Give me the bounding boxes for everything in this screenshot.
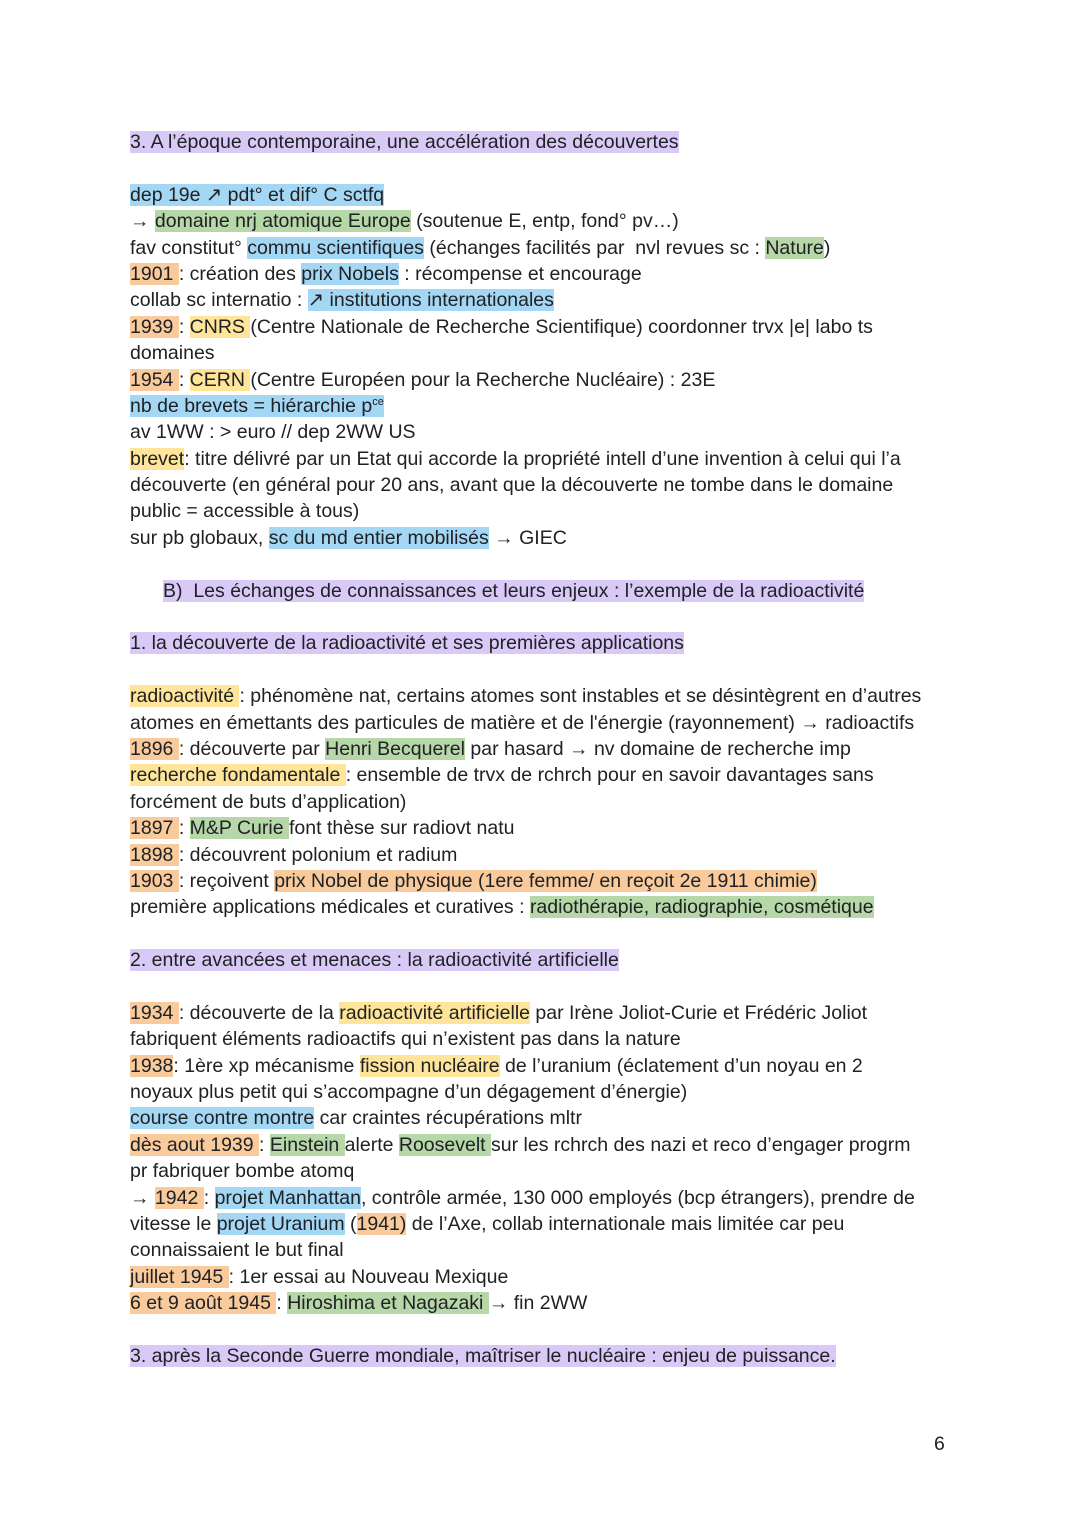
highlight-orange: prix Nobel de physique (1ere femme/ en reçoit 2e 1911 chimie) — [274, 869, 817, 892]
text: font thèse sur radiovt natu — [289, 817, 515, 840]
note-line — [130, 1290, 950, 1316]
highlight-green: radiothérapie, radiographie, cosmétique — [529, 896, 874, 919]
text: : 1ère xp mécanisme — [173, 1054, 360, 1077]
text: collab sc internatio : — [130, 289, 308, 312]
text: découverte (en général pour 20 ans, avant que la découverte ne tombe dans le domaine — [130, 474, 894, 497]
text: : découverte par — [178, 737, 326, 760]
date-highlight: 1934 — [130, 1001, 179, 1024]
note-line — [130, 683, 950, 709]
note-line — [130, 472, 950, 498]
text: : récompense et encourage — [398, 262, 642, 285]
text: av 1WW : > euro // dep 2WW US — [130, 421, 416, 444]
highlight-yellow: CERN — [189, 368, 251, 391]
text: : phénomène nat, certains atomes sont instables et se désintègrent en d’autres — [239, 685, 922, 708]
heading-text: 3. A l’époque contemporaine, une accélération des découvertes — [130, 131, 679, 153]
text: : — [178, 817, 190, 840]
note-line — [130, 842, 950, 868]
highlight-green: M&P Curie — [189, 817, 289, 840]
section-heading-3-postwar — [130, 1343, 950, 1369]
date-highlight: 1896 — [130, 737, 179, 760]
highlight-blue: prix Nobels — [301, 262, 399, 285]
text: : découverte de la — [178, 1001, 340, 1024]
highlight-green: Einstein — [269, 1133, 345, 1156]
date-highlight: 1898 — [130, 843, 179, 866]
highlight-blue: dep 19e ↗ pdt° et dif° C sctfq — [130, 183, 385, 206]
text: : — [178, 368, 190, 391]
date-highlight: 1897 — [130, 817, 179, 840]
text: de l’uranium (éclatement d’un noyau en 2 — [499, 1054, 863, 1077]
note-line — [130, 868, 950, 894]
highlight-yellow: brevet — [130, 447, 185, 470]
text: ( — [344, 1213, 357, 1236]
highlight-blue — [130, 395, 384, 417]
text: alerte — [344, 1133, 399, 1156]
highlight-green: Roosevelt — [398, 1133, 492, 1156]
note-line — [130, 182, 950, 208]
section-heading-b-radioactivity — [130, 578, 950, 604]
note-line — [130, 446, 950, 472]
note-line — [130, 367, 950, 393]
highlight-blue: ↗ institutions internationales — [307, 289, 554, 312]
text: connaissaient le but final — [130, 1239, 344, 1262]
note-line — [130, 525, 950, 551]
text: noyaux plus petit qui s’accompagne d’un dégagement d’énergie) — [130, 1081, 688, 1104]
text: (Centre Nationale de Recherche Scientifique) coordonner trvx |e| labo ts — [250, 315, 873, 338]
note-line — [130, 1053, 950, 1079]
date-highlight: 6 et 9 août 1945 — [130, 1292, 277, 1315]
text: nb de brevets = hiérarchie p — [130, 394, 373, 417]
date-highlight: 1903 — [130, 869, 179, 892]
note-line — [130, 894, 950, 920]
heading-text: 3. après la Seconde Guerre mondiale, maîtriser le nucléaire : enjeu de puissance. — [130, 1344, 836, 1367]
text: domaines — [130, 342, 215, 365]
highlight-yellow: CNRS — [189, 315, 251, 338]
date-highlight: 1954 — [130, 368, 179, 391]
note-line — [130, 340, 950, 366]
text: sur les rchrch des nazi et reco d’engager progrm — [491, 1133, 911, 1156]
highlight-blue: course contre montre — [130, 1107, 315, 1130]
section-heading-2-artificial — [130, 947, 950, 973]
note-line — [130, 1000, 950, 1026]
text: forcément de buts d’application) — [130, 790, 407, 813]
page-number: 6 — [934, 1433, 945, 1455]
note-line — [130, 1079, 950, 1105]
text: pr fabriquer bombe atomq — [130, 1160, 355, 1183]
date-highlight: 1938 — [130, 1054, 174, 1077]
text: ) — [823, 236, 831, 259]
note-line — [130, 1211, 950, 1237]
note-line — [130, 789, 950, 815]
note-line — [130, 1237, 950, 1263]
note-line — [130, 1185, 950, 1211]
note-line — [130, 1026, 950, 1052]
highlight-green: Nature — [765, 236, 824, 259]
date-highlight: 1941) — [356, 1213, 407, 1236]
text: par Irène Joliot-Curie et Frédéric Joliot — [530, 1001, 868, 1024]
superscript: ce — [372, 395, 384, 408]
date-highlight: 1939 — [130, 315, 179, 338]
heading-text: 1. la découverte de la radioactivité et ses premières applications — [130, 632, 684, 655]
heading-text: 2. entre avancées et menaces : la radioactivité artificielle — [130, 949, 619, 972]
note-line — [130, 235, 950, 261]
text: : découvrent polonium et radium — [178, 843, 458, 866]
notes-body — [130, 129, 950, 1369]
text: → — [130, 1186, 155, 1209]
text: (Centre Européen pour la Recherche Nucléaire) : 23E — [250, 368, 716, 391]
text: atomes en émettants des particules de matière et de l'énergie (rayonnement) → radioactifs — [130, 711, 915, 734]
text: → fin 2WW — [488, 1292, 588, 1315]
text: car craintes récupérations mltr — [314, 1107, 582, 1130]
section-heading-1-discovery — [130, 630, 950, 656]
text: (échanges facilités par nvl revues sc : — [423, 236, 766, 259]
text: de l’Axe, collab internationale mais limitée car peu — [406, 1213, 845, 1236]
note-line — [130, 815, 950, 841]
text: : ensemble de trvx de rchrch pour en savoir davantages sans — [345, 764, 874, 787]
text: (soutenue E, entp, fond° pv…) — [410, 210, 679, 233]
note-line — [130, 393, 950, 419]
text: → — [130, 210, 155, 233]
text: : — [259, 1133, 270, 1156]
date-highlight: 1942 — [154, 1186, 204, 1209]
text: première applications médicales et curatives : — [130, 896, 530, 919]
date-highlight: 1901 — [130, 262, 179, 285]
note-line — [130, 498, 950, 524]
text: par hasard → nv domaine de recherche imp — [464, 737, 851, 760]
text: → GIEC — [488, 526, 567, 549]
text: : création des — [178, 262, 302, 285]
note-line — [130, 736, 950, 762]
text: : 1er essai au Nouveau Mexique — [228, 1265, 509, 1288]
text: public = accessible à tous) — [130, 500, 360, 523]
heading-text: B) Les échanges de connaissances et leurs enjeux : l’exemple de la radioactivité — [163, 579, 865, 602]
highlight-blue: projet Uranium — [216, 1213, 345, 1236]
note-line — [130, 314, 950, 340]
note-line — [130, 1158, 950, 1184]
highlight-green: Henri Becquerel — [325, 737, 465, 760]
note-line — [130, 1105, 950, 1131]
text: : reçoivent — [178, 869, 275, 892]
text: : — [178, 315, 190, 338]
highlight-yellow: radioactivité artificielle — [339, 1001, 530, 1024]
highlight-green: Hiroshima et Nagazaki — [287, 1292, 489, 1315]
text: , contrôle armée, 130 000 employés (bcp étrangers), prendre de — [360, 1186, 915, 1209]
note-line — [130, 1132, 950, 1158]
text: : titre délivré par un Etat qui accorde la propriété intell d’une invention à celui qui l’a — [184, 447, 901, 470]
section-heading-3-contemporary — [130, 129, 950, 155]
note-line — [130, 208, 950, 234]
text: fav constitut° — [130, 236, 248, 259]
note-line — [130, 1264, 950, 1290]
date-highlight: juillet 1945 — [130, 1265, 229, 1288]
highlight-blue: projet Manhattan — [214, 1186, 361, 1209]
highlight-yellow: fission nucléaire — [359, 1054, 500, 1077]
note-line — [130, 419, 950, 445]
highlight-yellow: radioactivité — [130, 685, 240, 708]
note-line — [130, 261, 950, 287]
text: : — [276, 1292, 288, 1315]
highlight-yellow: recherche fondamentale — [130, 764, 346, 787]
note-line — [130, 287, 950, 313]
highlight-green: domaine nrj atomique Europe — [154, 210, 411, 233]
date-highlight: dès aout 1939 — [130, 1133, 260, 1156]
text: fabriquent éléments radioactifs qui n’existent pas dans la nature — [130, 1028, 681, 1051]
highlight-blue: commu scientifiques — [247, 236, 424, 259]
note-line — [130, 710, 950, 736]
text: : — [203, 1186, 215, 1209]
note-line — [130, 762, 950, 788]
text: sur pb globaux, — [130, 526, 269, 549]
highlight-blue: sc du md entier mobilisés — [268, 526, 489, 549]
text: vitesse le — [130, 1213, 217, 1236]
